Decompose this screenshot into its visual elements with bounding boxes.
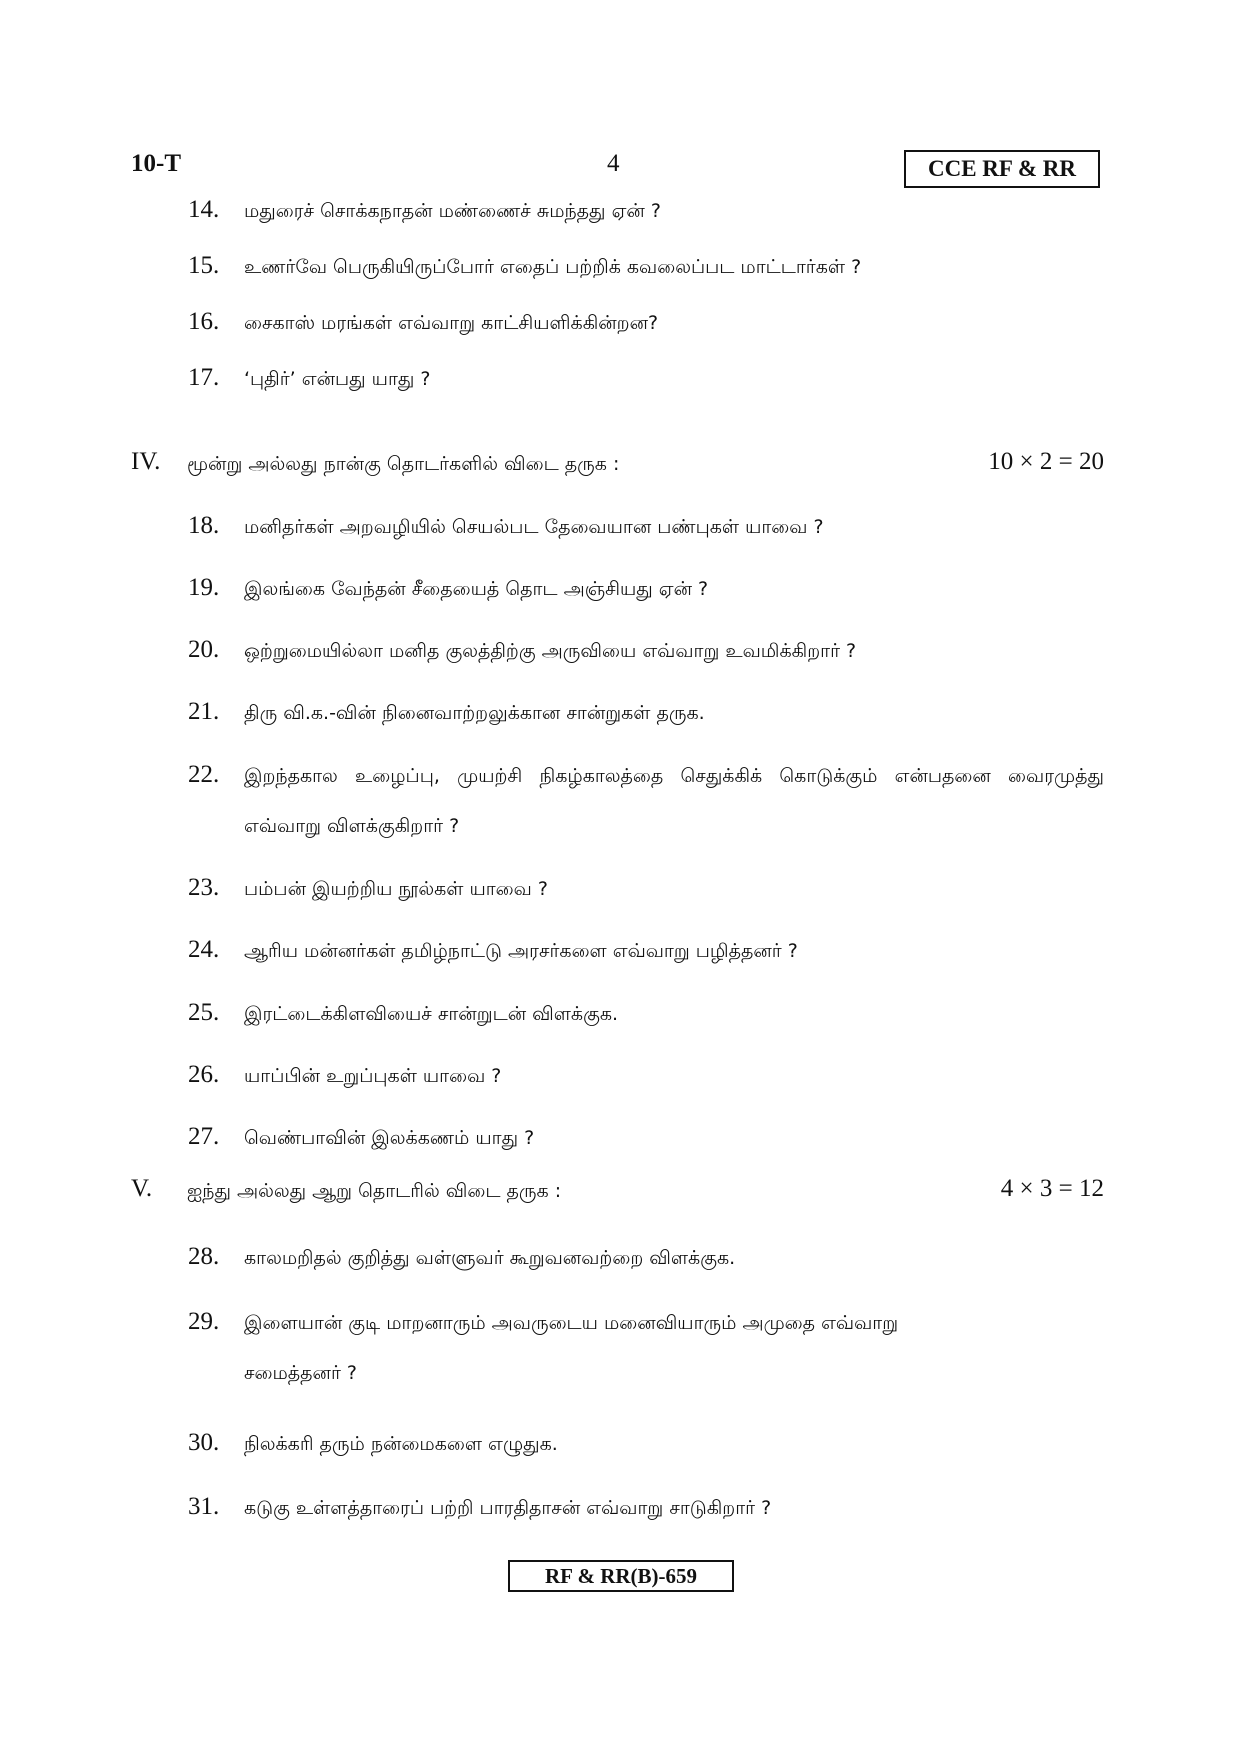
question-text: இறந்தகால உழைப்பு, முயற்சி நிகழ்காலத்தை செதுக்கிக் கொடுக்கும் என்பதனை வைரமுத்து எவ்வாறு விளக்குகிறார் ? [244, 765, 1104, 837]
question-text: ‘புதிர்’ என்பது யாது ? [244, 368, 431, 390]
question-text: ஒற்றுமையில்லா மனித குலத்திற்கு அருவியை எவ்வாறு உவமிக்கிறார் ? [244, 640, 857, 662]
question-number: 26. [188, 1061, 220, 1088]
question-text: நிலக்கரி தரும் நன்மைகளை எழுதுக. [244, 1433, 558, 1455]
question-text: உணர்வே பெருகியிருப்போர் எதைப் பற்றிக் கவலைப்பட மாட்டார்கள் ? [244, 256, 862, 278]
question-number: 28. [188, 1243, 220, 1270]
question-text: மனிதர்கள் அறவழியில் செயல்பட தேவையான பண்புகள் யாவை ? [244, 516, 824, 538]
question-text: வெண்பாவின் இலக்கணம் யாது ? [244, 1127, 535, 1149]
section-marks: 4 × 3 = 12 [1000, 1175, 1104, 1202]
footer-code-box: RF & RR(B)-659 [508, 1560, 734, 1592]
section-marks: 10 × 2 = 20 [988, 448, 1104, 475]
question-number: 17. [188, 364, 220, 391]
question-text: ஆரிய மன்னர்கள் தமிழ்நாட்டு அரசர்களை எவ்வாறு பழித்தனர் ? [244, 940, 798, 962]
question-text: இளையான் குடி மாறனாரும் அவருடைய மனைவியாரும் அமுதை எவ்வாறு சமைத்தனர் ? [244, 1312, 899, 1384]
exam-label-box: CCE RF & RR [904, 150, 1100, 188]
question-number: 20. [188, 636, 220, 663]
question-number: 22. [188, 761, 220, 788]
question-text: பம்பன் இயற்றிய நூல்கள் யாவை ? [244, 878, 548, 900]
question-text: சைகாஸ் மரங்கள் எவ்வாறு காட்சியளிக்கின்றன? [244, 312, 659, 334]
question-number: 24. [188, 936, 220, 963]
question-number: 27. [188, 1123, 220, 1150]
question-number: 23. [188, 874, 220, 901]
question-text: யாப்பின் உறுப்புகள் யாவை ? [244, 1065, 502, 1087]
question-text: திரு வி.க.-வின் நினைவாற்றலுக்கான சான்றுகள் தருக. [244, 702, 705, 724]
question-number: 21. [188, 698, 220, 725]
question-number: 29. [188, 1308, 220, 1335]
section-v-heading [131, 1174, 1104, 1208]
question-text: இரட்டைக்கிளவியைச் சான்றுடன் விளக்குக. [244, 1003, 619, 1025]
question-text: காலமறிதல் குறித்து வள்ளுவர் கூறுவனவற்றை விளக்குக. [244, 1247, 736, 1269]
question-number: 31. [188, 1493, 220, 1520]
question-text: கடுகு உள்ளத்தாரைப் பற்றி பாரதிதாசன் எவ்வாறு சாடுகிறார் ? [244, 1497, 772, 1519]
section-instruction: ஐந்து அல்லது ஆறு தொடரில் விடை தருக : [187, 1180, 562, 1202]
page-number: 4 [607, 150, 620, 177]
section-iv-heading [131, 447, 1104, 481]
question-number: 16. [188, 308, 220, 335]
section-numeral: V. [131, 1175, 153, 1202]
question-number: 14. [188, 196, 220, 223]
question-number: 18. [188, 512, 220, 539]
question-text: மதுரைச் சொக்கநாதன் மண்ணைச் சுமந்தது ஏன் ? [244, 200, 661, 222]
question-number: 19. [188, 574, 220, 601]
section-instruction: மூன்று அல்லது நான்கு தொடர்களில் விடை தருக : [187, 453, 620, 475]
question-number: 15. [188, 252, 220, 279]
question-number: 30. [188, 1429, 220, 1456]
question-text: இலங்கை வேந்தன் சீதையைத் தொட அஞ்சியது ஏன் ? [244, 578, 709, 600]
paper-code: 10-T [131, 150, 181, 177]
question-number: 25. [188, 999, 220, 1026]
section-numeral: IV. [131, 448, 161, 475]
